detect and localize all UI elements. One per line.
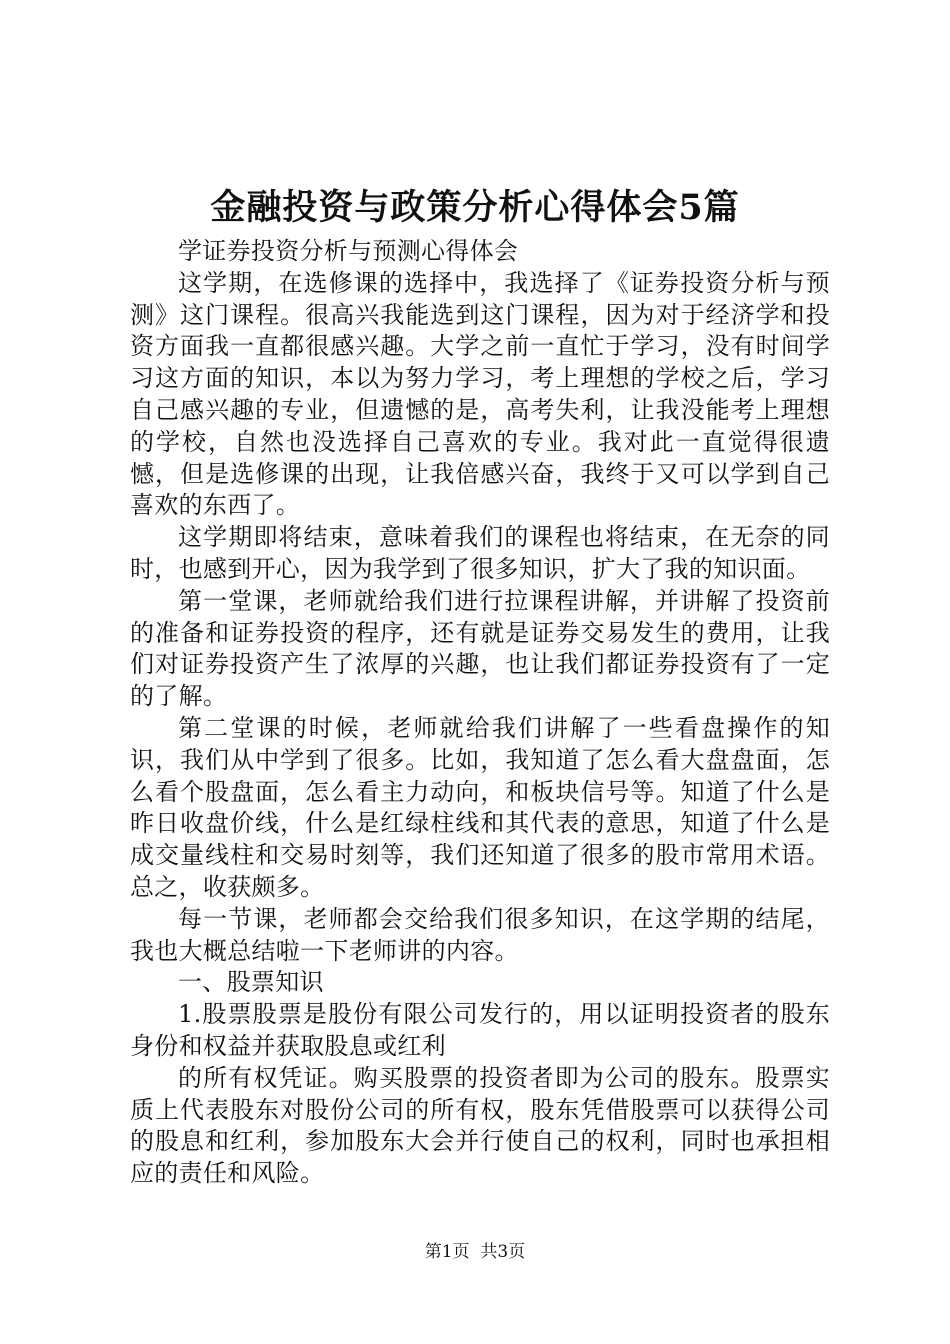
- document-body: [130, 236, 830, 1190]
- body-paragraph: 第一堂课，老师就给我们进行拉课程讲解，并讲解了投资前的准备和证券投资的程序，还有就是证券交易发生的费用，让我们对证券投资产生了浓厚的兴趣，也让我们都证券投资有了一定的了解。: [130, 586, 830, 711]
- page-total: 共3页: [480, 1242, 526, 1262]
- page-number: 第1页: [424, 1242, 470, 1262]
- section-heading: 一、股票知识: [178, 968, 324, 997]
- body-paragraph: 每一节课，老师都会交给我们很多知识，在这学期的结尾，我也大概总结啦一下老师讲的内容。: [130, 904, 830, 965]
- body-paragraph: 这学期即将结束，意味着我们的课程也将结束，在无奈的同时，也感到开心，因为我学到了很多知识，扩大了我的知识面。: [130, 523, 830, 583]
- body-paragraph: 1.股票股票是股份有限公司发行的，用以证明投资者的股东身份和权益并获取股息或红利: [130, 1000, 830, 1060]
- document-title: 金融投资与政策分析心得体会5篇: [210, 187, 740, 228]
- body-paragraph: 这学期，在选修课的选择中，我选择了《证券投资分析与预测》这门课程。很高兴我能选到这门课程，因为对于经济学和投资方面我一直都很感兴趣。大学之前一直忙于学习，没有时间学习这方面的知识，本以为努力学习，考上理想的学校之后，学习自己感兴趣的专业，但遗憾的是，高考失利，让我没能考上理想的学校，自然也没选择自己喜欢的专业。我对此一直觉得很遗憾，但是选修课的出现，让我倍感兴奋，我终于又可以学到自己喜欢的东西了。: [130, 268, 830, 520]
- page-footer: [0, 1240, 950, 1264]
- body-paragraph: 的所有权凭证。购买股票的投资者即为公司的股东。股票实质上代表股东对股份公司的所有权，股东凭借股票可以获得公司的股息和红利，参加股东大会并行使自己的权利，同时也承担相应的责任和风险。: [130, 1063, 830, 1188]
- body-paragraph: 第二堂课的时候，老师就给我们讲解了一些看盘操作的知识，我们从中学到了很多。比如，我知道了怎么看大盘盘面，怎么看个股盘面，怎么看主力动向，和板块信号等。知道了什么是昨日收盘价线，什么是红绿柱线和其代表的意思，知道了什么是成交量线柱和交易时刻等，我们还知道了很多的股市常用术语。总之，收获颇多。: [130, 713, 830, 901]
- subtitle-paragraph: 学证券投资分析与预测心得体会: [178, 237, 519, 265]
